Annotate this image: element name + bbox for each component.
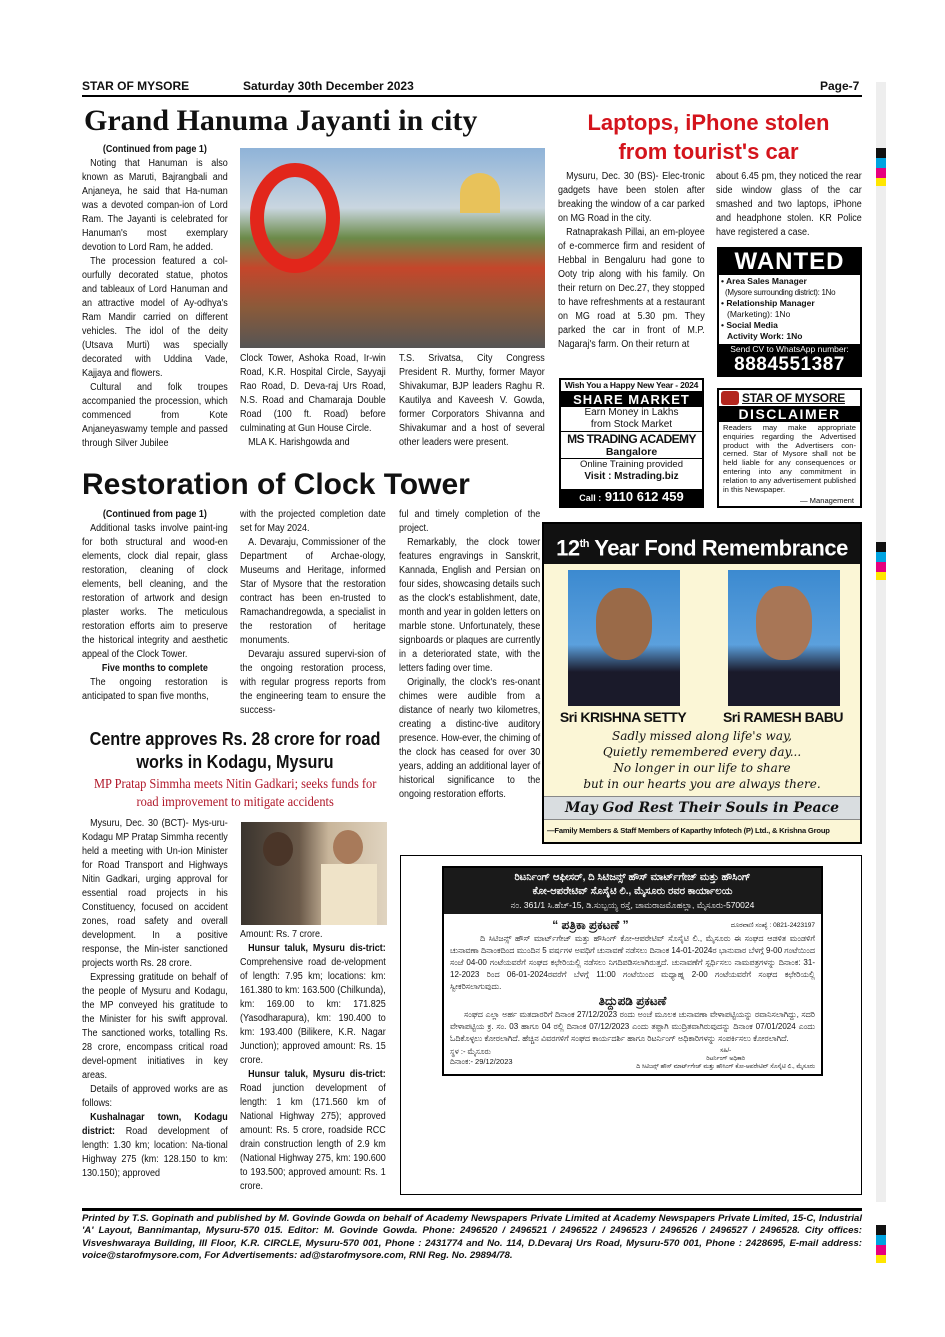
roads-col2 <box>240 928 386 1194</box>
header-line: ಕೋ-ಆಪರೇಟಿವ್ ಸೊಸೈಟಿ ಲಿ., ಮೈಸೂರು ರವರ ಕಾರ್ಯಾಲಯ <box>532 886 733 897</box>
location-label: Hunsur taluk, Mysuru dis-trict: <box>248 943 386 954</box>
hanuman-col3 <box>399 352 545 450</box>
wanted-title: WANTED <box>719 249 860 275</box>
notice-text: ದಿ ಸಿಟಿಜನ್ಸ್ ಹೌಸ್ ಮಾರ್ಟ್‌ಗೇಜ್ ಮತ್ತು ಹೌಸಿಂಗ್ ಕೋ-ಆಪರೇಟಿವ್ ಸೊಸೈಟಿ ಲಿ., ಮೈಸೂರು ಈ ಸಂಘದ ಆಡಳಿತ ಮಂಡಳಿಗೆ ಚುನಾವಣಾ ದಿನಾಂಕದಿಂದ ಮುಂದಿನ 5 ವರ್ಷಗಳ ಅವಧಿಗೆ ಚುನಾವಣೆ ನಡೆಸಲು ದಿನಾಂಕ 14-01-2024ರ ಭಾನುವಾರ ಬೆಳಗ್ಗೆ 9-00 ಗಂಟೆಯಿಂದ ಸಂಜೆ 04-00 ಗಂಟೆಯವರೆಗೆ ಸಂಘದ ಕಛೇರಿಯಲ್ಲಿ ನಡೆಸಲು ನಿಗದಿಪಡಿಸಲಾಗಿರುತ್ತದೆ. ಚುನಾವಣೆಗೆ ಸ್ಪರ್ಧಿಸಲು ನಾಮಪತ್ರಗಳನ್ನು ದಿನಾಂಕ: 31-12-2023 ರಿಂದ 06-01-2024ರವರೆಗೆ ಬೆಳಗ್ಗೆ 11:00 ಗಂಟೆಯಿಂದ ಮಧ್ಯಾಹ್ನ 2-00 ಗಂಟೆಯವರೆಗೆ ಸಂಘದ ಕಛೇರಿಯಲ್ಲಿ ಸ್ವೀಕರಿಸಲಾಗುವುದು. <box>450 934 815 991</box>
greeting: Wish You a Happy New Year - 2024 <box>561 380 702 392</box>
paragraph <box>82 1111 228 1181</box>
notice-title-row <box>450 917 815 933</box>
call-label: Call : <box>579 493 602 503</box>
roads-headline: Centre approves Rs. 28 crore for road works in Kodagu, Mysuru <box>89 729 381 772</box>
notice-footer <box>450 1047 815 1071</box>
signatory-title: ರಿಟರ್ನಿಂಗ್ ಅಧಿಕಾರಿ <box>706 1056 746 1062</box>
wanted-contact <box>719 344 860 375</box>
reg-magenta <box>876 562 886 572</box>
registration-strip <box>876 82 886 1202</box>
poem-line: Quietly remembered every day... <box>602 745 802 759</box>
paragraph: The ongoing restoration is anticipated to span five months, <box>82 677 228 702</box>
hanuman-headline: Grand Hanuma Jayanti in city <box>84 104 478 137</box>
logo-icon <box>721 391 739 405</box>
laptops-col1 <box>558 170 705 352</box>
hanuman-col2 <box>240 352 386 450</box>
paragraph <box>240 942 386 1068</box>
role: Area Sales Manager <box>726 276 807 286</box>
notice-frame <box>442 866 823 1076</box>
reg-magenta <box>876 168 886 178</box>
disclaimer-text: Readers may make appropriate enquiries regarding the Advertised product with the Advertisers con-cerned. Star of Mysore shall not be held liable for any consequences or entering into any commitment in relation to any advertisement published in this Newspaper. <box>723 423 856 494</box>
paragraph: about 6.45 pm, they noticed the rear side window glass of the car smashed and two laptops, iPhone and headphone stolen. KR Police have registered a case. <box>716 171 862 238</box>
line: from Stock Market <box>561 419 702 432</box>
reg-magenta <box>876 1245 886 1255</box>
paragraph: Cultural and folk troupes accompanied the procession, which commenced from Kote Anjaneyaswamy temple and passed through Silver Jubilee <box>82 382 228 449</box>
paragraph: Expressing gratitude on behalf of the people of Mysuru and Kodagu, the MP conveyed his gratitude to the Minister for his swift approval. The sanctioned works, totalling Rs. 28 crore, encompass critical road devel-opment initiatives in key areas. <box>82 972 228 1081</box>
paragraph: Ratnaprakash Pillai, an em-ployee of e-commerce firm and resident of Hebbal in Bengaluru had gone to Ooty trip along with his family. On their return on Dec.27, they stopped to have refreshments at a restaurant on MG road at 5.30 pm. They parked the car in front of M.P. Nagaraj's farm. On their return at <box>558 227 705 350</box>
laptops-col2 <box>716 170 862 240</box>
call-line <box>561 489 702 506</box>
address: ನಂ. 361/1 ಸಿ.ಹೆಚ್-15, ಡಿ.ಸುಬ್ಬಯ್ಯ ರಸ್ತೆ, ಚಾಮರಾಜಮೊಹಲ್ಲಾ, ಮೈಸೂರು-570024 <box>510 900 755 910</box>
city: Bangalore <box>561 446 702 459</box>
website-link[interactable]: Visit : Mstrading.biz <box>584 471 679 482</box>
continued-label: (Continued from page 1) <box>102 509 207 520</box>
notice-text: ಸಂಘದ ಎಲ್ಲಾ ಅರ್ಹ ಮತದಾರರಿಗೆ ದಿನಾಂಕ 27/12/2023 ರಂದು ಅಂಚೆ ಮೂಲಕ ಚುನಾವಣಾ ವೇಳಾಪಟ್ಟಿಯನ್ನು ರವಾನಿಸಲಾಗಿದ್ದು, ಸದರಿ ವೇಳಾಪಟ್ಟಿಯ ಕ್ರ. ಸಂ. 03 ಹಾಗೂ 04 ರಲ್ಲಿ ದಿನಾಂಕ 07/12/2023 ಎಂದು ತಪ್ಪಾಗಿ ಮುದ್ರಿತವಾಗಿರುವುದನ್ನು ದಿನಾಂಕ 07/01/2024 ಎಂದು ಓದಿಕೊಳ್ಳಲು ಕೋರಲಾಗಿದೆ. ಹೆಚ್ಚಿನ ವಿವರಗಳಿಗೆ ಸಂಘದ ಕಾರ್ಯದರ್ಶಿ ಹಾಗೂ ರಿಟರ್ನಿಂಗ್ ಅಧಿಕಾರಿಗಳನ್ನು ಸಂಪರ್ಕಿಸಲು ಕೋರಲಾಗಿದೆ. <box>450 1010 815 1043</box>
disclaimer-brand-row <box>719 390 860 406</box>
paragraph: ful and timely completion of the project. <box>399 509 541 534</box>
reg-cyan <box>876 1235 886 1245</box>
paragraph <box>240 1068 386 1194</box>
face <box>596 588 652 660</box>
notice-date: ದಿನಾಂಕ:- 29/12/2023 <box>450 1057 513 1066</box>
continued-label: (Continued from page 1) <box>102 144 207 155</box>
title-text: Year Fond Remembrance <box>594 535 848 561</box>
brand: STAR OF MYSORE <box>742 391 845 405</box>
paragraph: Clock Tower, Ashoka Road, Ir-win Road, K.R. Hospital Circle, Sayyaji Rao Road, D. Deva-raj Urs Road, N.S. Road and Chamaraja Double Road (100 ft. Road) before culminating at Gun House Circle. <box>240 353 386 434</box>
paragraph: MLA K. Harishgowda and <box>248 437 350 448</box>
paragraph: Devaraju assured supervi-sion of the ongoing restoration process, with regular progress reports from the engineering team to ensure the success- <box>240 649 386 716</box>
role: Social Media <box>726 320 778 330</box>
location-label: Hunsur taluk, Mysuru dis-trict: <box>248 1069 386 1080</box>
reg-yellow <box>876 572 886 580</box>
clock-col1 <box>82 508 228 704</box>
meeting-photo <box>241 822 387 925</box>
poem-line: Sadly missed along life's way, <box>612 729 792 743</box>
notice-phone: ದೂರವಾಣಿ ಸಂಖ್ಯೆ : 0821-2423197 <box>730 921 815 929</box>
poem-line: No longer in our life to share <box>613 761 791 775</box>
title-sup: th <box>579 538 590 550</box>
face <box>756 586 812 660</box>
paragraph: with the projected completion date set for May 2024. <box>240 509 386 534</box>
portrait-krishna-setty <box>568 570 680 706</box>
reg-cyan <box>876 158 886 168</box>
remembrance-from: —Family Members & Staff Members of Kaparthy Infotech (P) Ltd., & Krishna Group <box>547 826 830 835</box>
training: Online Training provided <box>580 459 683 470</box>
paragraph: Originally, the clock's res-onant chimes were audible from a distance of nearly two kilometres, creating a distinc-tive auditory presence. How-ever, the chiming of the clock has ceased for over 30 years, adding an additional layer of historical significance to the ongoing restoration efforts. <box>399 677 541 800</box>
company: MS TRADING ACADEMY <box>567 432 696 446</box>
reg-cyan <box>876 552 886 562</box>
rip-banner: May God Rest Their Souls in Peace <box>544 796 860 820</box>
roads-col1 <box>82 817 228 1181</box>
phone: 8884551387 <box>734 354 845 375</box>
paper-name: STAR OF MYSORE <box>82 79 190 93</box>
headline-line: Laptops, iPhone stolen <box>587 110 830 135</box>
paragraph: Remarkably, the clock tower features engravings in Sanskrit, Kannada, English and Persian on four sides, showcasing details such as the clock's establishment, date, month and year in golden letters on marble stone. Unfortunately, these signboards or plaques are currently in a deteriorated state, with the letters fading over time. <box>399 537 541 674</box>
role-detail: (Mysore surrounding district): 1No <box>725 288 836 297</box>
line: Earn Money in Lakhs <box>584 407 679 418</box>
share-title: SHARE MARKET <box>561 392 702 407</box>
poem-line: but in our hearts you are always there. <box>583 777 821 791</box>
disclaimer-box <box>717 388 862 508</box>
location-text: Comprehensive road de-velopment of length: 7.95 km; locations: km: 161.380 to km: 163.500 (Chilkunda), km: 169.00 to km: 171.825 (Yasodharapura), km: 190.400 to km: 193.400 (Bilikere, K.R. Nagar Junction); approved amount: Rs. 15 crore. <box>240 957 386 1066</box>
location-text: Road junction development of length: 1 km (171.560 km of National Highway 275); approved amount: Rs. 5 crore, roadside RCC drain construction length of 2.9 km (National Highway 275, km: 190.600 to 193.500; approved amount: Rs. 1 crore. <box>240 1083 386 1192</box>
page-number: Page-7 <box>820 79 860 93</box>
person-head <box>333 830 363 864</box>
signatory-org: ದಿ ಸಿಟಿಜನ್ಸ್ ಹೌಸ್ ಮಾರ್ಟ್‌ಗೇಜ್ ಮತ್ತು ಹೌಸಿಂಗ್ ಕೋ-ಆಪರೇಟಿವ್ ಸೊಸೈಟಿ ಲಿ., ಮೈಸೂರು <box>636 1064 815 1070</box>
roads-subhead: MP Pratap Simmha meets Nitin Gadkari; seeks funds for road improvement to mitigate accidents <box>93 776 377 809</box>
location-text: Road development of length: 1.30 km; location: Na-tional Highway 275 (km: 128.150 to km: 130.150); approved <box>82 1126 228 1179</box>
issue-date: Saturday 30th December 2023 <box>243 79 414 93</box>
reg-yellow <box>876 178 886 186</box>
clock-col2 <box>240 508 386 718</box>
laptops-headline <box>555 108 862 166</box>
clock-headline: Restoration of Clock Tower <box>82 468 470 501</box>
reg-yellow <box>876 1255 886 1263</box>
om-symbol <box>250 163 340 273</box>
poem <box>544 728 860 792</box>
election-notice-ad <box>400 855 862 1195</box>
disclaimer-sign: — Management <box>799 496 854 506</box>
notice-title: “ ಪತ್ರಿಕಾ ಪ್ರಕಟಣೆ ” <box>552 918 629 932</box>
header-line: ರಿಟರ್ನಿಂಗ್ ಆಫೀಸರ್, ದಿ ಸಿಟಿಜನ್ಸ್ ಹೌಸ್ ಮಾರ್ಟ್‌ಗೇಜ್ ಮತ್ತು ಹೌಸಿಂಗ್ <box>514 872 751 883</box>
masthead-rule <box>82 95 862 97</box>
paragraph: Mysuru, Dec. 30 (BCT)- Mys-uru-Kodagu MP Pratap Simmha recently held a meeting with Un-ion Minister for Road Transport and Highways Nitin Gadkari, urging approval for essential road projects in his Constituency, focused on accident zones, road safety and overall development. In a positive response, the Min-ister sanctioned projects worth Rs. 28 crore. <box>82 818 228 969</box>
subhead: Five months to complete <box>101 663 208 674</box>
person2-name: Sri RAMESH BABU <box>722 709 844 725</box>
call-number: 9110 612 459 <box>604 489 684 504</box>
procession-photo <box>240 148 545 348</box>
clock-tower-dome <box>460 173 500 213</box>
location-label: Kushalnagar town, Kodagu district: <box>82 1112 228 1137</box>
notice-header <box>444 868 821 914</box>
portrait-ramesh-babu <box>728 570 840 706</box>
place: ಸ್ಥಳ :- ಮೈಸೂರು <box>450 1047 491 1056</box>
role-detail: Activity Work: 1No <box>727 331 803 341</box>
kurta <box>321 864 377 925</box>
share-market-ad <box>559 378 704 508</box>
cta: Send CV to WhatsApp number: <box>730 344 849 354</box>
remembrance-title <box>544 524 860 564</box>
signature: ಸಹಿ/- <box>720 1048 732 1054</box>
paragraph: Noting that Hanuman is also known as Maruti, Bajrangbali and Anjaneya, he said that Ha-numan was a devoted compan-ion of Lord Ram. The Jayanti is celebrated for Hanuman's most exemplary devotion to Lord Ram, he added. <box>82 158 228 253</box>
paragraph: A. Devaraju, Commissioner of the Department of Archae-ology, Museums and Heritage, informed Star of Mysore that the restoration contract has been en-trusted to Ramachandregowda, a specialist in the restoration of heritage monuments. <box>240 537 386 646</box>
person-head <box>263 832 293 866</box>
notice-title: ತಿದ್ದುಪಡಿ ಪ್ರಕಟಣೆ <box>598 994 667 1008</box>
notice-body <box>444 914 821 1074</box>
role-detail: (Marketing): 1No <box>727 309 791 319</box>
reg-black <box>876 542 886 552</box>
wanted-roles: • Area Sales Manager (Mysore surrounding district): 1No • Relationship Manager (Marketing): 1No • Social Media Activity Work: 1No <box>719 275 860 343</box>
paragraph: Amount: Rs. 7 crore. <box>240 929 323 940</box>
reg-black <box>876 148 886 158</box>
paragraph: Details of approved works are as follows: <box>82 1084 228 1109</box>
paragraph: T.S. Srivatsa, City Congress President R. Murthy, former Mayor Shivakumar, BJP leaders Raghu R. Kautilya and Kaveesh V. Gowda, former Corporators Shivanna and Shivakumar and a host of several other leaders were present. <box>399 353 545 448</box>
paragraph: The procession featured a col-ourfully decorated statue, photos and tableaux of Lord Hanuman and an attractive model of Ay-odhya's Ram Mandir carried on different vehicles. The idol of the deity (Utsava Murti) was specially decorated with Uddina Vade, Kajjaya and flowers. <box>82 256 228 379</box>
hanuman-col1 <box>82 143 228 451</box>
reg-black <box>876 1225 886 1235</box>
imprint: Printed by T.S. Gopinath and published by M. Govinde Gowda on behalf of Academy Newspapers Private Limited at Academy Newspapers Private Limited, 15-C, Industrial 'A' Layout, Bannimantap, Mysuru-570 015. Editor: M. Govinde Gowda. Phone: 2496520 / 2496521 / 2496522 / 2496523 / 2496526 / 2496527 / 2496528. City offices: Visveshwaraya Building, III Floor, K.R. CIRCLE, Mysuru-570 001, Phone : 2431774 and No. 114, D.Devaraj Urs Road, Mysuru-570 001, Phone : 2428695, E-mail address: voice@starofmysore.com, For Advertisements: ad@starofmysore.com, RNI Reg. No. 29894/78. <box>82 1213 862 1262</box>
headline-line: from tourist's car <box>618 139 799 164</box>
role: Relationship Manager <box>726 298 815 308</box>
title-num: 12 <box>556 535 580 561</box>
disclaimer-title: DISCLAIMER <box>719 406 860 422</box>
paragraph: Additional tasks involve paint-ing for both structural and wood-en elements, clock dial repair, glass restoration, cleaning of clock elements, bell cleaning, and the restoration of artwork and design plaster works. The meticulous restoration efforts aim to preserve the historical integrity and aesthetic appeal of the Clock Tower. <box>82 523 228 660</box>
clock-col3 <box>399 508 540 802</box>
remembrance-ad <box>542 522 862 844</box>
paragraph: Mysuru, Dec. 30 (BS)- Elec-tronic gadgets have been stolen after breaking the window of a car parked on MG Road in the city. <box>558 171 705 224</box>
wanted-ad <box>717 247 862 377</box>
footer-rule <box>82 1208 862 1211</box>
person1-name: Sri KRISHNA SETTY <box>559 709 687 725</box>
